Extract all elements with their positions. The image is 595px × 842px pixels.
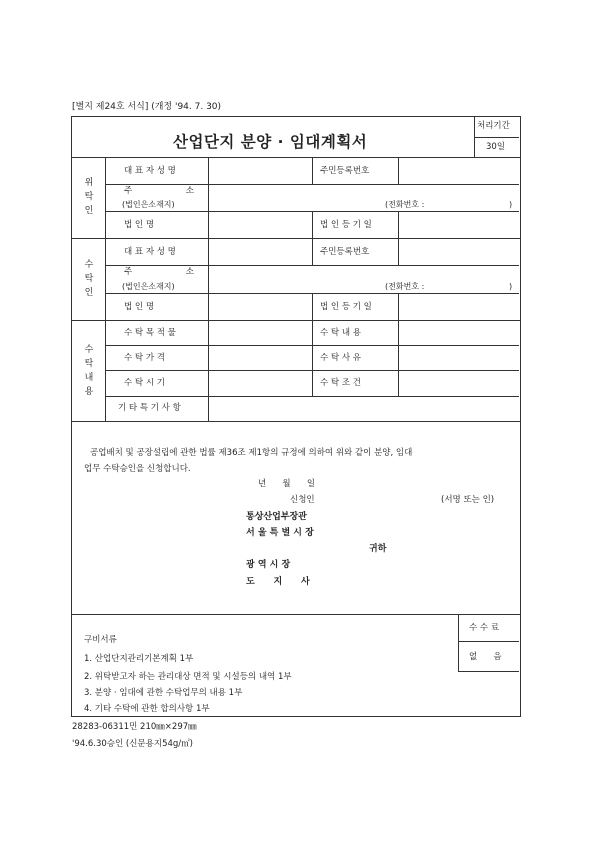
- trustee-phone-close: ): [509, 282, 513, 291]
- trustee-resident-no-label: 주민등록번호: [320, 247, 370, 257]
- consignor-phone-close: ): [509, 200, 513, 209]
- divider: [312, 293, 313, 320]
- divider: [105, 396, 519, 397]
- period-label: 수 탁 시 기: [124, 378, 165, 388]
- divider: [71, 157, 520, 158]
- divider: [312, 157, 313, 184]
- divider: [105, 345, 519, 346]
- consignor-group-label: 위탁인: [84, 178, 94, 216]
- divider: [458, 614, 459, 671]
- documents-title: 구비서류: [84, 635, 117, 645]
- document-item: 1. 산업단지관리기본계획 1부: [84, 654, 194, 664]
- purpose-label: 수 탁 목 적 물: [124, 328, 176, 338]
- recipient-seoul-mayor: 서 울 특 별 시 장: [246, 528, 314, 538]
- sign-label: (서명 또는 인): [441, 495, 495, 505]
- consignor-rep-name-label: 대 표 자 성 명: [124, 166, 176, 176]
- fee-value: 없 음: [469, 652, 502, 662]
- divider: [398, 238, 399, 265]
- divider: [71, 238, 520, 239]
- divider: [398, 211, 399, 238]
- honorific: 귀하: [369, 544, 387, 554]
- recipient-governor: 도 지 사: [246, 577, 310, 587]
- date-label: 년 월 일: [258, 479, 316, 489]
- processing-period-label: 처리기간: [477, 121, 510, 131]
- reason-label: 수 탁 사 유: [320, 353, 361, 363]
- trustee-corp-reg-label: 법 인 등 기 일: [320, 302, 372, 312]
- trustee-corp-name-label: 법 인 명: [124, 302, 155, 312]
- trustee-rep-name-label: 대 표 자 성 명: [124, 247, 176, 257]
- document-item: 3. 분양 · 임대에 관한 수탁업무의 내용 1부: [84, 688, 243, 698]
- page-title: 산업단지 분양 · 임대계획서: [173, 133, 368, 151]
- trustee-address-sub-label: (법인은소재지): [122, 282, 175, 291]
- divider: [312, 211, 313, 238]
- consignor-phone-label: (전화번호 :: [385, 200, 425, 209]
- divider: [312, 238, 313, 265]
- divider: [105, 211, 519, 212]
- form-number-note: [별지 제24호 서식] (개정 '94. 7. 30): [72, 102, 222, 112]
- price-label: 수 탁 가 격: [124, 353, 165, 363]
- trustee-group-label: 수탁인: [84, 260, 94, 298]
- divider: [71, 614, 520, 615]
- divider: [105, 184, 519, 185]
- consignor-address-sub-label: (법인은소재지): [122, 200, 175, 209]
- trustee-phone-label: (전화번호 :: [385, 282, 425, 291]
- footer-form-code: 28283-06311민 210㎜×297㎜: [72, 722, 197, 732]
- divider: [71, 421, 520, 422]
- divider: [105, 265, 519, 266]
- divider: [398, 157, 399, 184]
- divider: [105, 157, 106, 238]
- divider: [105, 238, 106, 320]
- consignor-resident-no-label: 주민등록번호: [320, 166, 370, 176]
- document-item: 2. 위탁받고자 하는 관리대상 면적 및 시설등의 내역 1부: [84, 672, 292, 682]
- divider: [71, 320, 520, 321]
- consignor-corp-name-label: 법 인 명: [124, 220, 155, 230]
- divider: [208, 238, 209, 320]
- applicant-label: 신청인: [290, 495, 315, 505]
- fee-label: 수 수 료: [469, 623, 500, 633]
- recipient-minister: 통상산업부장관: [246, 512, 307, 522]
- conditions-label: 수 탁 조 건: [320, 378, 361, 388]
- statement-line-2: 업무 수탁승인을 신청합니다.: [84, 464, 191, 474]
- footer-approval: '94.6.30승인 (신문용지54g/㎡): [72, 739, 193, 749]
- divider: [474, 137, 519, 138]
- divider: [398, 293, 399, 320]
- divider: [208, 157, 209, 238]
- divider: [458, 671, 519, 672]
- divider: [458, 641, 519, 642]
- statement-line-1: 공업배치 및 공장설립에 관한 법률 제36조 제1항의 규정에 의하여 위와 같이 분양, 임대: [90, 448, 413, 458]
- divider: [398, 320, 399, 396]
- divider: [312, 320, 313, 396]
- other-notes-label: 기 타 특 기 사 항: [118, 403, 181, 413]
- divider: [105, 293, 519, 294]
- content-group-label: 수탁내용: [84, 345, 94, 397]
- details-label: 수 탁 내 용: [320, 328, 361, 338]
- recipient-metro-mayor: 광 역 시 장: [246, 560, 291, 570]
- divider: [105, 370, 519, 371]
- consignor-address-label: 주 소: [124, 186, 194, 196]
- processing-period-value: 30일: [486, 142, 506, 152]
- consignor-corp-reg-label: 법 인 등 기 일: [320, 220, 372, 230]
- document-item: 4. 기타 수탁에 관한 합의사항 1부: [84, 704, 210, 714]
- trustee-address-label: 주 소: [124, 267, 194, 277]
